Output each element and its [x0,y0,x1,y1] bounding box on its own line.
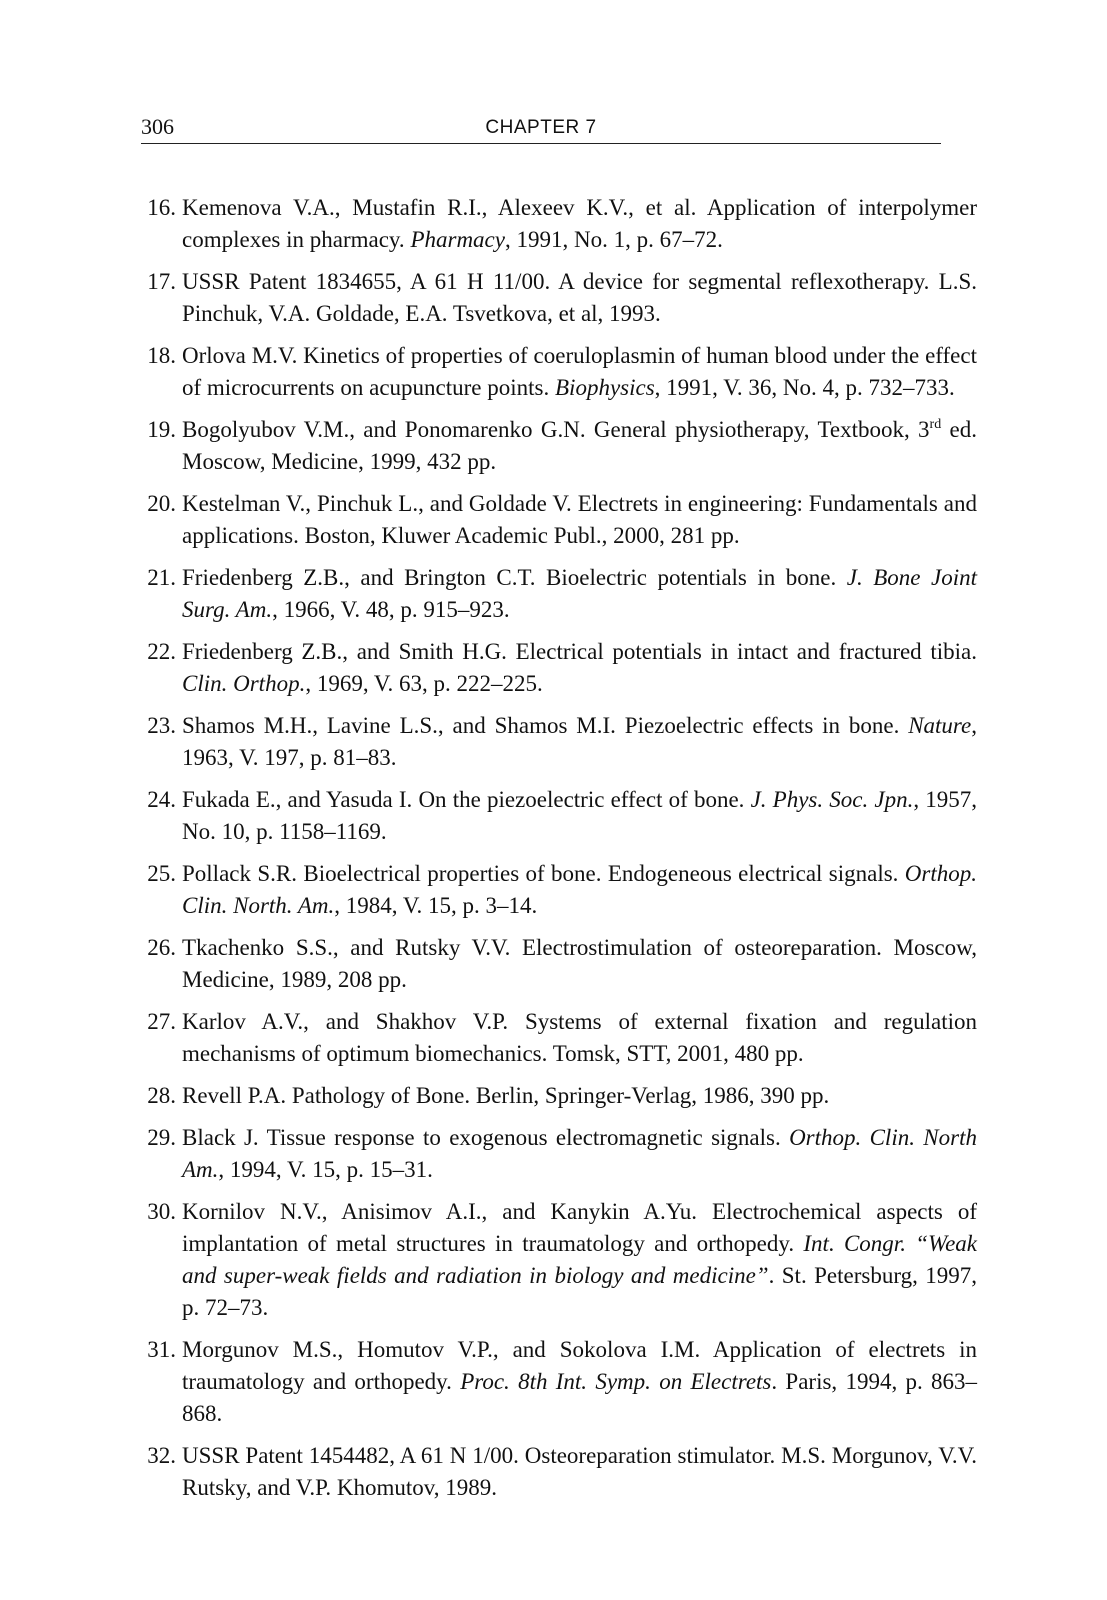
reference-italic-segment: J. Bone Joint Surg. Am. [182,565,977,622]
page-header [141,113,941,144]
reference-text [182,713,977,770]
reference-segment: USSR Patent 1454482, A 61 N 1/00. Osteoreparation stimulator. M.S. Morgunov, V.V. Rutsky, and V.P. Khomutov, 1989. [182,1443,977,1500]
reference-italic-segment: Orthop. Clin. North. Am. [182,861,977,918]
reference-item [141,1006,977,1070]
reference-item [141,784,977,848]
reference-text [182,269,977,326]
reference-item [141,414,977,478]
reference-text [182,639,977,696]
reference-number: 21. [147,565,176,590]
reference-segment: , 1957, No. 10, p. 1158–1169. [182,787,977,844]
reference-segment: Shamos M.H., Lavine L.S., and Shamos M.I. Piezoelectric effects in bone. [182,713,909,738]
reference-item [141,932,977,996]
reference-text [182,1199,977,1320]
reference-segment: . St. Petersburg, 1997, p. 72–73. [182,1263,977,1320]
reference-number: 26. [147,935,176,960]
reference-number: 20. [147,491,176,516]
reference-segment: Morgunov M.S., Homutov V.P., and Sokolova I.M. Application of electrets in traumatology and orthopedy. [182,1337,977,1394]
reference-segment: Karlov A.V., and Shakhov V.P. Systems of external fixation and regulation mechanisms of optimum biomechanics. Tomsk, STT, 2001, 480 pp. [182,1009,977,1066]
reference-list [141,192,977,1514]
reference-italic-segment: Int. Congr. “Weak and super-weak fields and radiation in biology and medicine” [182,1231,977,1288]
reference-number: 22. [147,639,176,664]
reference-number: 24. [147,787,176,812]
reference-item [141,1122,977,1186]
reference-number: 16. [147,195,176,220]
reference-number: 19. [147,417,176,442]
reference-number: 27. [147,1009,176,1034]
reference-segment: , 1991, V. 36, No. 4, p. 732–733. [654,375,955,400]
reference-segment: . Paris, 1994, p. 863–868. [182,1369,977,1426]
reference-segment: Tkachenko S.S., and Rutsky V.V. Electrostimulation of osteoreparation. Moscow, Medicine, 1989, 208 pp. [182,935,977,992]
reference-segment: Kestelman V., Pinchuk L., and Goldade V. Electrets in engineering: Fundamentals and applications. Boston, Kluwer Academic Publ., 2000, 281 pp. [182,491,977,548]
reference-italic-segment: Nature [908,713,972,738]
reference-item [141,858,977,922]
reference-text [182,1125,977,1182]
reference-superscript: rd [929,417,942,432]
reference-item [141,192,977,256]
reference-segment: Pollack S.R. Bioelectrical properties of bone. Endogeneous electrical signals. [182,861,905,886]
reference-number: 29. [147,1125,176,1150]
reference-number: 31. [147,1337,176,1362]
page-number: 306 [141,114,174,139]
reference-segment: , 1991, No. 1, p. 67–72. [504,227,723,252]
reference-text [182,417,977,474]
reference-number: 28. [147,1083,176,1108]
reference-italic-segment: Orthop. Clin. North Am. [182,1125,977,1182]
reference-item [141,488,977,552]
reference-number: 23. [147,713,176,738]
reference-segment: , 1994, V. 15, p. 15–31. [218,1157,433,1182]
reference-segment: , 1966, V. 48, p. 915–923. [272,597,510,622]
reference-number: 25. [147,861,176,886]
reference-italic-segment: Clin. Orthop. [182,671,306,696]
reference-segment: Bogolyubov V.M., and Ponomarenko G.N. General physiotherapy, Textbook, 3 [182,417,930,442]
reference-number: 32. [147,1443,176,1468]
reference-text [182,1443,977,1500]
reference-text [182,1337,977,1426]
reference-text [182,491,977,548]
reference-segment: Kemenova V.A., Mustafin R.I., Alexeev K.V., et al. Application of interpolymer complexes in pharmacy. [182,195,977,252]
reference-item [141,710,977,774]
reference-text [182,935,977,992]
reference-number: 18. [147,343,176,368]
reference-italic-segment: Proc. 8th Int. Symp. on Electrets [460,1369,772,1394]
reference-segment: Kornilov N.V., Anisimov A.I., and Kanykin A.Yu. Electrochemical aspects of implantation of metal structures in traumatology and orthopedy. [182,1199,977,1256]
reference-text [182,1083,829,1108]
reference-text [182,861,977,918]
reference-segment: Fukada E., and Yasuda I. On the piezoelectric effect of bone. [182,787,751,812]
reference-segment: , 1969, V. 63, p. 222–225. [305,671,543,696]
reference-item [141,562,977,626]
reference-segment: Revell P.A. Pathology of Bone. Berlin, Springer-Verlag, 1986, 390 pp. [182,1083,830,1108]
reference-segment: Orlova M.V. Kinetics of properties of coeruloplasmin of human blood under the effect of microcurrents on acupuncture points. [182,343,977,400]
reference-item [141,266,977,330]
reference-item [141,340,977,404]
reference-item [141,1334,977,1430]
reference-text [182,195,977,252]
running-head-chapter: CHAPTER 7 [485,117,597,138]
reference-item [141,1440,977,1504]
reference-number: 30. [147,1199,176,1224]
reference-text [182,787,977,844]
reference-segment: Friedenberg Z.B., and Smith H.G. Electrical potentials in intact and fractured tibia. [182,639,977,664]
reference-item [141,1196,977,1324]
reference-italic-segment: Biophysics [555,375,655,400]
reference-italic-segment: Pharmacy [410,227,505,252]
reference-segment: ed. Moscow, Medicine, 1999, 432 pp. [182,417,977,474]
reference-segment: Black J. Tissue response to exogenous electromagnetic signals. [182,1125,790,1150]
reference-number: 17. [147,269,176,294]
reference-item [141,1080,977,1112]
reference-italic-segment: J. Phys. Soc. Jpn. [750,787,914,812]
reference-item [141,636,977,700]
reference-text [182,565,977,622]
reference-text [182,1009,977,1066]
reference-segment: Friedenberg Z.B., and Brington C.T. Bioelectric potentials in bone. [182,565,847,590]
reference-segment: USSR Patent 1834655, A 61 H 11/00. A device for segmental reflexotherapy. L.S. Pinchuk, V.A. Goldade, E.A. Tsvetkova, et al, 1993. [182,269,977,326]
reference-segment: , 1984, V. 15, p. 3–14. [334,893,538,918]
reference-segment: , 1963, V. 197, p. 81–83. [182,713,977,770]
reference-text [182,343,977,400]
